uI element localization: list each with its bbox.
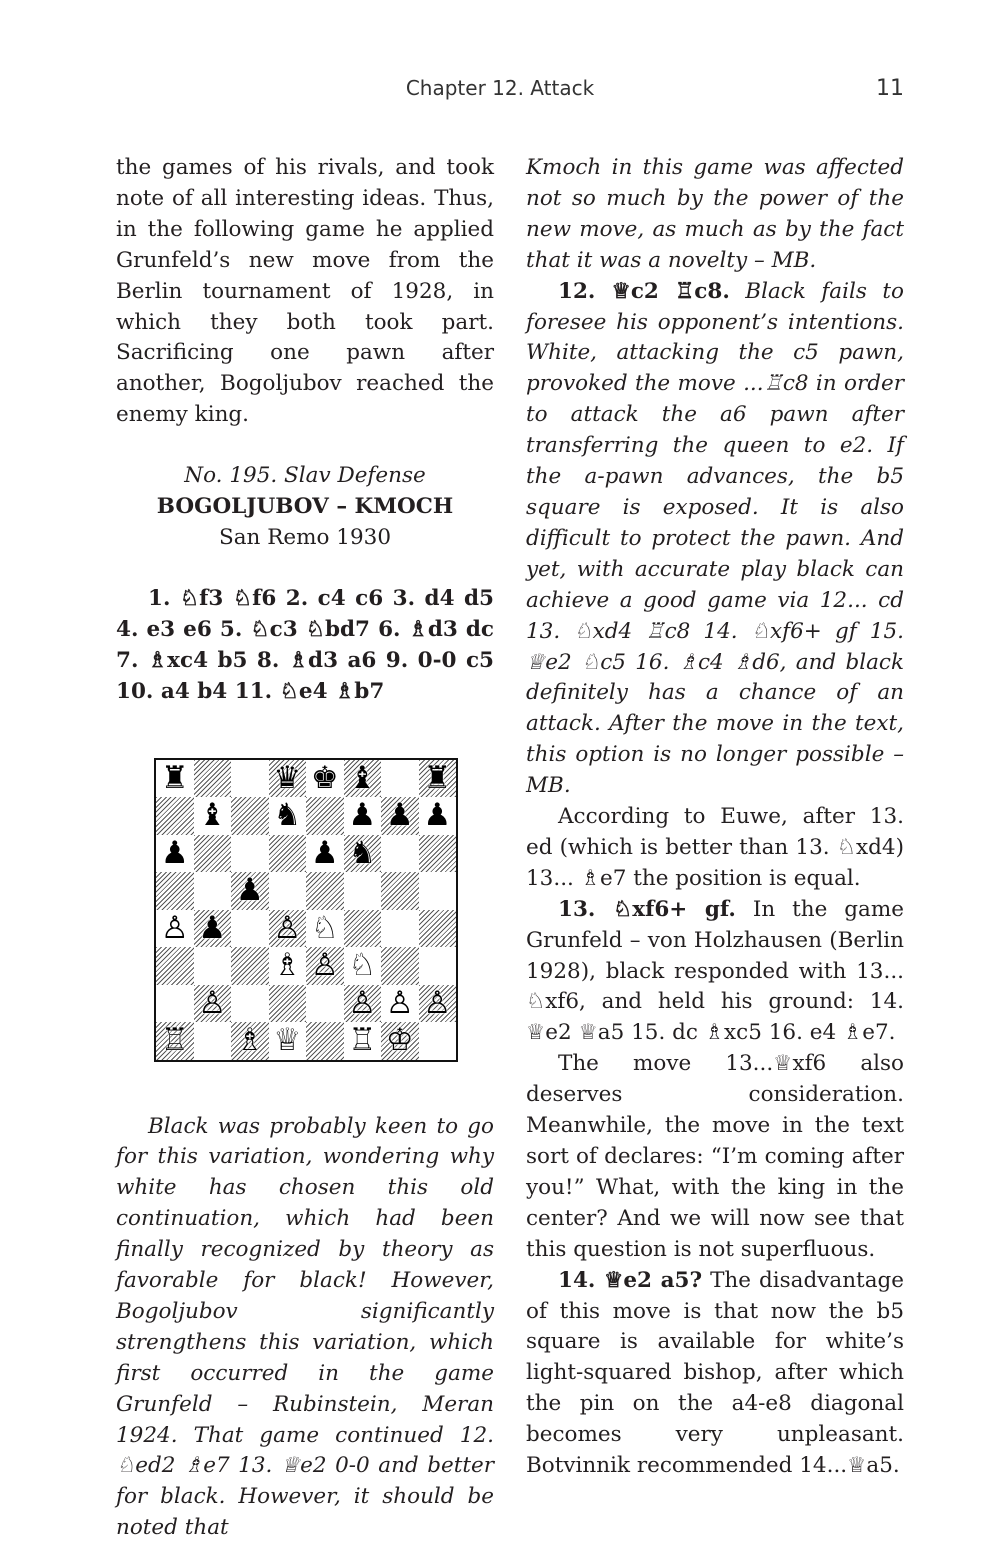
game-heading xyxy=(116,461,494,554)
square-f7 xyxy=(344,797,382,835)
comment-paragraph: Black was probably keen to go for this variation, wondering why white has chosen this old continuation, which had been finally recognized by theory as favorable for black! However, Bogoljubov significantly strengthens this variation, which first occurred in the game Grunfeld – Rubinstein, Meran 1924. That game continued 12. ♘ed2 ♗e7 13. ♕e2 0-0 and better for black. However, it should be noted that xyxy=(116,1112,494,1544)
square-h7 xyxy=(419,797,457,835)
square-f2 xyxy=(344,985,382,1023)
square-f6 xyxy=(344,835,382,873)
square-f8 xyxy=(344,760,382,798)
page-number: 11 xyxy=(848,76,904,101)
chess-piece: ♙ xyxy=(348,988,376,1019)
move-14-label: 14. ♕e2 a5? xyxy=(558,1268,702,1293)
square-c2 xyxy=(231,985,269,1023)
square-b7 xyxy=(194,797,232,835)
square-h6 xyxy=(419,835,457,873)
chess-piece: ♙ xyxy=(273,913,301,944)
chess-piece: ♙ xyxy=(161,913,189,944)
square-g6 xyxy=(381,835,419,873)
square-d4 xyxy=(269,910,307,948)
square-g8 xyxy=(381,760,419,798)
square-c4 xyxy=(231,910,269,948)
game-moves: 1. ♘f3 ♘f6 2. c4 c6 3. d4 d5 4. e3 e6 5. ♘c3 ♘bd7 6. ♗d3 dc 7. ♗xc4 b5 8. ♗d3 a6 9. 0-0 c5 10. a4 b4 11. ♘e4 ♗b7 xyxy=(116,584,494,708)
chess-piece: ♝ xyxy=(198,800,226,831)
square-g7 xyxy=(381,797,419,835)
chess-piece: ♟ xyxy=(236,875,264,906)
square-d2 xyxy=(269,985,307,1023)
square-d8 xyxy=(269,760,307,798)
chess-piece: ♟ xyxy=(423,800,451,831)
chess-piece: ♚ xyxy=(311,763,339,794)
paragraph-euwe: According to Euwe, after 13. ed (which is better than 13. ♘xd4) 13... ♗e7 the position is equal. xyxy=(526,802,904,895)
square-d6 xyxy=(269,835,307,873)
square-e7 xyxy=(306,797,344,835)
square-e8 xyxy=(306,760,344,798)
square-g5 xyxy=(381,872,419,910)
chess-piece: ♕ xyxy=(273,1025,301,1056)
paragraph-kmoch-novelty: Kmoch in this game was affected not so much by the power of the new move, as much as by the fact that it was a novelty – MB. xyxy=(526,153,904,277)
square-b6 xyxy=(194,835,232,873)
square-f1 xyxy=(344,1022,382,1060)
square-e1 xyxy=(306,1022,344,1060)
chess-piece: ♘ xyxy=(348,950,376,981)
left-column xyxy=(116,153,494,1544)
square-a5 xyxy=(156,872,194,910)
paragraph-qxf6: The move 13...♕xf6 also deserves consideration. Meanwhile, the move in the text sort of declares: “I’m coming after you!” What, with the king in the center? And we will now see that this question is not superfluous. xyxy=(526,1049,904,1265)
chess-piece: ♟ xyxy=(386,800,414,831)
square-c5 xyxy=(231,872,269,910)
chess-piece: ♞ xyxy=(348,838,376,869)
square-e2 xyxy=(306,985,344,1023)
square-e4 xyxy=(306,910,344,948)
square-f3 xyxy=(344,947,382,985)
chess-piece: ♜ xyxy=(423,763,451,794)
move-13-label: 13. ♘xf6+ gf. xyxy=(558,897,736,922)
square-h5 xyxy=(419,872,457,910)
chess-piece: ♟ xyxy=(348,800,376,831)
square-d1 xyxy=(269,1022,307,1060)
chess-piece: ♛ xyxy=(273,763,301,794)
square-b4 xyxy=(194,910,232,948)
move-14-comment: The disadvantage of this move is that now the b5 square is available for white’s light-squared bishop, after which the pin on the a4-e8 diagonal becomes very unpleasant. Botvinnik recommended 14...♕a5. xyxy=(526,1268,904,1478)
chapter-title: Chapter 12. Attack xyxy=(0,76,1000,100)
square-c6 xyxy=(231,835,269,873)
square-h3 xyxy=(419,947,457,985)
square-h2 xyxy=(419,985,457,1023)
square-g3 xyxy=(381,947,419,985)
square-c7 xyxy=(231,797,269,835)
square-d5 xyxy=(269,872,307,910)
square-e5 xyxy=(306,872,344,910)
square-a6 xyxy=(156,835,194,873)
chess-piece: ♟ xyxy=(161,838,189,869)
game-title: No. 195. Slav Defense xyxy=(116,461,494,492)
square-g4 xyxy=(381,910,419,948)
intro-paragraph: the games of his rivals, and took note of all interesting ideas. Thus, in the following game he applied Grunfeld’s new move from the Berlin tournament of 1928, in which they both took part. Sacrificing one pawn after another, Bogoljubov reached the enemy king. xyxy=(116,153,494,431)
chess-piece: ♔ xyxy=(386,1025,414,1056)
square-b5 xyxy=(194,872,232,910)
move-12-label: 12. ♕c2 ♖c8. xyxy=(558,279,730,304)
square-b8 xyxy=(194,760,232,798)
chess-piece: ♟ xyxy=(311,838,339,869)
square-b3 xyxy=(194,947,232,985)
paragraph-move-13 xyxy=(526,895,904,1050)
game-players: BOGOLJUBOV – KMOCH xyxy=(116,492,494,523)
square-b2 xyxy=(194,985,232,1023)
paragraph-move-12 xyxy=(526,277,904,802)
square-d7 xyxy=(269,797,307,835)
chess-piece: ♜ xyxy=(161,763,189,794)
chess-piece: ♗ xyxy=(273,950,301,981)
square-f5 xyxy=(344,872,382,910)
chess-diagram xyxy=(116,758,494,1062)
move-13-comment: In the game Grunfeld – von Holzhausen (Berlin 1928), black responded with 13... ♘xf6, and held his ground: 14. ♕e2 ♕a5 15. dc ♗xc5 16. e4 ♗e7. xyxy=(526,897,904,1046)
square-a4 xyxy=(156,910,194,948)
chess-piece: ♙ xyxy=(311,950,339,981)
chess-piece: ♞ xyxy=(273,800,301,831)
square-h1 xyxy=(419,1022,457,1060)
square-h4 xyxy=(419,910,457,948)
square-g2 xyxy=(381,985,419,1023)
chess-piece: ♙ xyxy=(198,988,226,1019)
right-column xyxy=(526,153,904,1482)
square-a7 xyxy=(156,797,194,835)
square-e6 xyxy=(306,835,344,873)
chess-piece: ♙ xyxy=(386,988,414,1019)
game-event: San Remo 1930 xyxy=(116,523,494,554)
square-a8 xyxy=(156,760,194,798)
square-c1 xyxy=(231,1022,269,1060)
chess-piece: ♖ xyxy=(348,1025,376,1056)
square-f4 xyxy=(344,910,382,948)
chess-piece: ♙ xyxy=(423,988,451,1019)
chess-piece: ♘ xyxy=(311,913,339,944)
square-a1 xyxy=(156,1022,194,1060)
square-c3 xyxy=(231,947,269,985)
square-d3 xyxy=(269,947,307,985)
square-c8 xyxy=(231,760,269,798)
square-h8 xyxy=(419,760,457,798)
move-12-comment: Black fails to foresee his opponent’s intentions. White, attacking the c5 pawn, provoked the move ...♖c8 in order to attack the a6 pawn after transferring the queen to e2. If the a-pawn advances, the b5 square is exposed. It is also difficult to protect the pawn. And yet, with accurate play black can achieve a good game via 12... cd 13. ♘xd4 ♖c8 14. ♘xf6+ gf 15. ♕e2 ♘c5 16. ♗c4 ♗d6, and black definitely has a chance of an attack. After the move in the text, this option is no longer possible – MB. xyxy=(526,279,904,799)
square-a2 xyxy=(156,985,194,1023)
square-e3 xyxy=(306,947,344,985)
paragraph-move-14 xyxy=(526,1266,904,1482)
square-a3 xyxy=(156,947,194,985)
square-g1 xyxy=(381,1022,419,1060)
chessboard xyxy=(154,758,458,1062)
chess-piece: ♟ xyxy=(198,913,226,944)
chess-piece: ♝ xyxy=(348,763,376,794)
chess-piece: ♖ xyxy=(161,1025,189,1056)
chess-piece: ♗ xyxy=(236,1025,264,1056)
square-b1 xyxy=(194,1022,232,1060)
